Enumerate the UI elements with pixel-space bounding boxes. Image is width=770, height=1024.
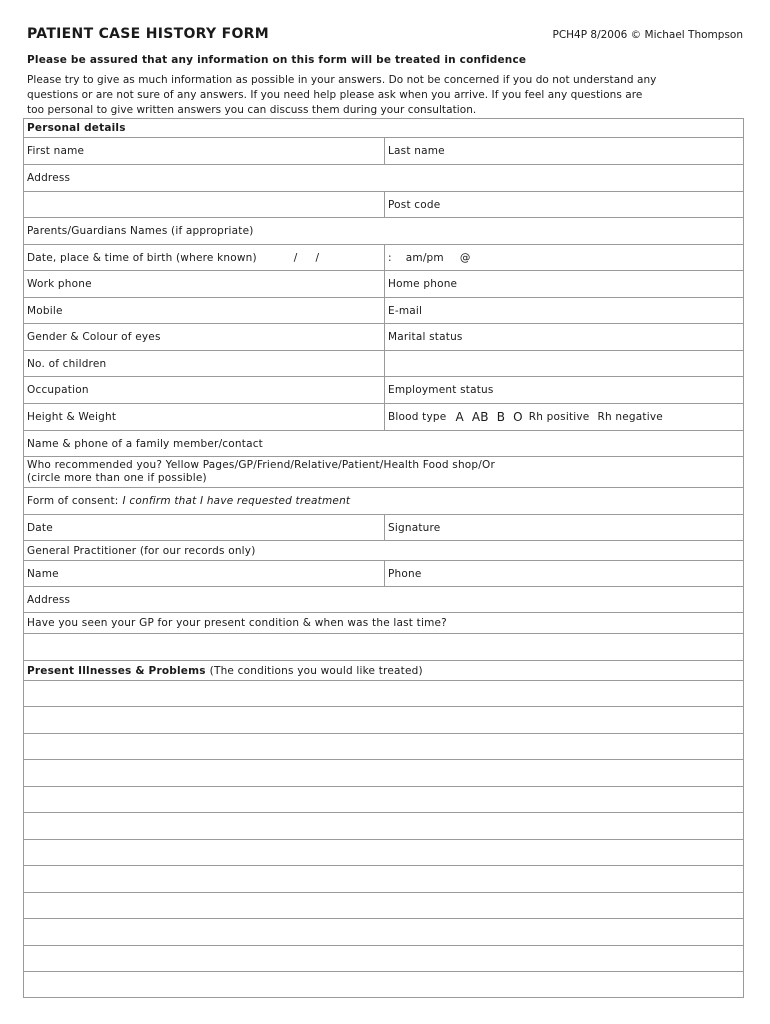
occupation-label: Occupation [27, 384, 89, 396]
illness-line[interactable] [24, 972, 743, 997]
form-title: PATIENT CASE HISTORY FORM [27, 26, 269, 42]
intro-line: too personal to give written answers you can discuss them during your consultation. [27, 104, 477, 116]
employment-label: Employment status [388, 384, 494, 396]
gp-phone-field[interactable] [385, 561, 743, 586]
blood-option-ab[interactable]: AB [471, 410, 489, 424]
row-gp-seen [24, 613, 743, 634]
date-label: Date [27, 521, 53, 534]
height-weight-label: Height & Weight [27, 411, 117, 423]
first-name-field[interactable] [24, 138, 385, 164]
row-gp-heading [24, 541, 743, 561]
children-extra-field[interactable] [385, 351, 743, 376]
signature-label: Signature [388, 521, 441, 534]
mobile-field[interactable] [24, 298, 385, 323]
intro-line: questions or are not sure of any answers. If you need help please ask when you arrive. If you feel any questions are [27, 89, 643, 101]
family-contact-label: Name & phone of a family member/contact [27, 437, 264, 450]
gp-address-field[interactable] [24, 587, 743, 612]
blood-type-label: Blood type [388, 411, 447, 423]
occupation-field[interactable] [24, 377, 385, 403]
parents-label: Parents/Guardians Names (if appropriate) [27, 225, 254, 237]
intro-text [27, 73, 743, 118]
birth-place-at: @ [459, 251, 471, 264]
intro-line: Please try to give as much information as possible in your answers. Do not be concerned if you do not understand any [27, 74, 657, 86]
form-reference: PCH4P 8/2006 © Michael Thompson [552, 29, 743, 41]
consent-label: Form of consent: [27, 495, 119, 507]
birth-label: Date, place & time of birth (where known) [27, 251, 257, 264]
marital-status-field[interactable] [385, 324, 743, 350]
row-recommended [24, 457, 743, 488]
am-pm-label: am/pm [405, 251, 444, 264]
email-label: E-mail [388, 304, 423, 317]
gp-seen-question: Have you seen your GP for your present condition & when was the last time? [27, 617, 447, 629]
address-field[interactable] [24, 165, 743, 191]
blood-option-a[interactable]: A [455, 410, 464, 424]
height-weight-field[interactable] [24, 404, 385, 430]
birth-date-place-field[interactable] [24, 245, 385, 270]
work-phone-label: Work phone [27, 278, 92, 290]
gp-name-label: Name [27, 567, 59, 580]
date-separator: / [293, 251, 298, 264]
row-occupation [24, 377, 743, 404]
confidentiality-notice: Please be assured that any information on this form will be treated in confidence [27, 54, 527, 66]
time-separator: : [388, 251, 392, 264]
children-field[interactable] [24, 351, 385, 376]
recommended-field[interactable] [24, 457, 743, 487]
row-present-heading [24, 661, 743, 681]
illness-line[interactable] [24, 840, 743, 866]
row-gp-name-phone [24, 561, 743, 587]
illness-line[interactable] [24, 919, 743, 946]
consent-field [24, 488, 743, 514]
family-contact-field[interactable] [24, 431, 743, 456]
row-address [24, 165, 743, 192]
employment-status-field[interactable] [385, 377, 743, 403]
address-line-2-field[interactable] [24, 192, 385, 217]
row-parents [24, 218, 743, 245]
illness-line[interactable] [24, 787, 743, 813]
home-phone-label: Home phone [388, 278, 458, 290]
row-gp-seen-answer [24, 634, 743, 661]
consent-statement: I confirm that I have requested treatment [122, 495, 351, 507]
rh-positive-option[interactable]: Rh positive [528, 411, 590, 423]
row-height-blood [24, 404, 743, 431]
form-header [27, 26, 743, 46]
blood-option-o[interactable]: O [513, 410, 523, 424]
gp-heading: General Practitioner (for our records only) [27, 544, 256, 557]
email-field[interactable] [385, 298, 743, 323]
last-name-label: Last name [388, 145, 445, 157]
gender-eyes-field[interactable] [24, 324, 385, 350]
home-phone-field[interactable] [385, 271, 743, 297]
row-family-contact [24, 431, 743, 457]
last-name-field[interactable] [385, 138, 743, 164]
date-separator: / [315, 251, 320, 264]
gp-address-label: Address [27, 593, 71, 606]
children-label: No. of children [27, 357, 107, 370]
blood-option-b[interactable]: B [496, 410, 506, 424]
patient-form [23, 118, 744, 998]
row-birth [24, 245, 743, 271]
illness-line[interactable] [24, 760, 743, 787]
marital-label: Marital status [388, 331, 463, 343]
gender-label: Gender & Colour of eyes [27, 331, 161, 343]
post-code-field[interactable] [385, 192, 743, 217]
parents-field[interactable] [24, 218, 743, 244]
illness-line[interactable] [24, 866, 743, 893]
gp-phone-label: Phone [388, 567, 422, 580]
row-name [24, 138, 743, 165]
illness-line[interactable] [24, 681, 743, 707]
illness-line[interactable] [24, 734, 743, 760]
illness-line[interactable] [24, 946, 743, 972]
rh-negative-option[interactable]: Rh negative [597, 411, 663, 423]
row-consent [24, 488, 743, 515]
gp-seen-answer-field[interactable] [24, 634, 743, 660]
illness-line[interactable] [24, 893, 743, 919]
row-children [24, 351, 743, 377]
row-date-signature [24, 515, 743, 541]
row-gender-marital [24, 324, 743, 351]
section-heading: Personal details [27, 122, 126, 134]
row-phones [24, 271, 743, 298]
recommended-note: (circle more than one if possible) [27, 472, 207, 484]
gp-name-field[interactable] [24, 561, 385, 586]
section-personal-details [24, 119, 743, 138]
row-mobile-email [24, 298, 743, 324]
date-field[interactable] [24, 515, 385, 540]
recommended-label: Who recommended you? Yellow Pages/GP/Friend/Relative/Patient/Health Food shop/Or [27, 458, 496, 471]
blood-type-field[interactable] [385, 404, 743, 430]
illness-line[interactable] [24, 813, 743, 840]
signature-field[interactable] [385, 515, 743, 540]
present-illnesses-title: Present Illnesses & Problems [27, 664, 206, 677]
present-illnesses-heading [24, 661, 743, 680]
mobile-label: Mobile [27, 304, 63, 317]
row-postcode [24, 192, 743, 218]
row-gp-address [24, 587, 743, 613]
first-name-label: First name [27, 145, 85, 157]
birth-time-field[interactable] [385, 245, 743, 270]
address-label: Address [27, 172, 71, 184]
illness-line[interactable] [24, 707, 743, 734]
post-code-label: Post code [388, 198, 441, 211]
work-phone-field[interactable] [24, 271, 385, 297]
present-illnesses-note: (The conditions you would like treated) [209, 664, 423, 677]
